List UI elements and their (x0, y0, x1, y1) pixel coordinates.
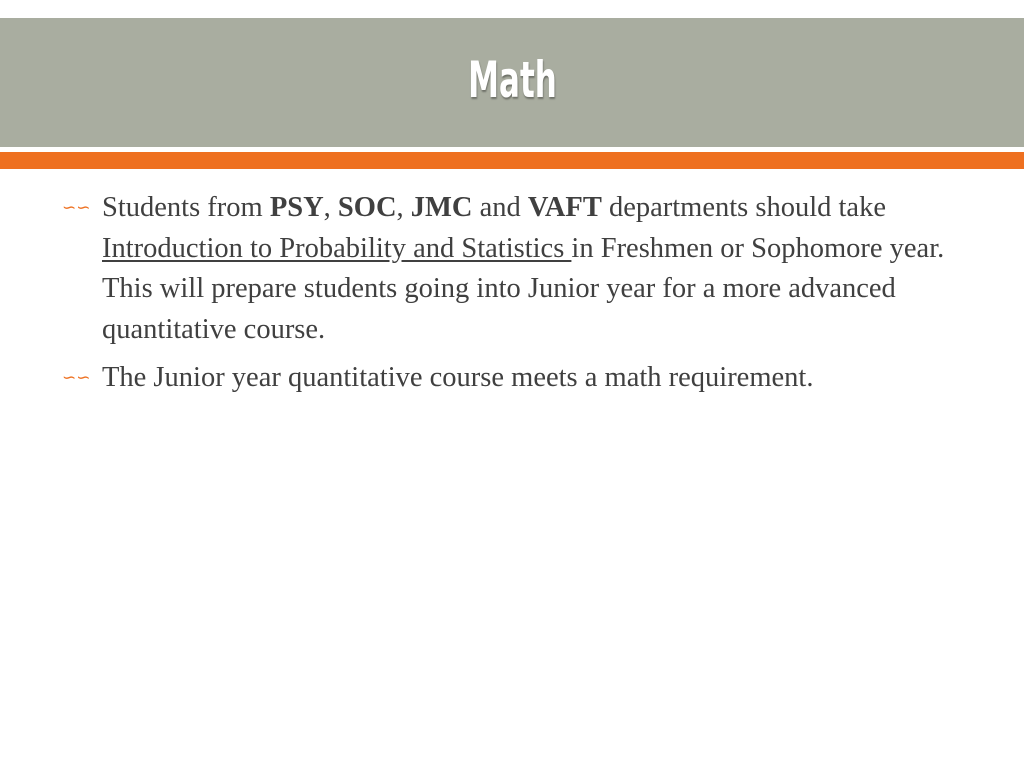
text-fragment: and (472, 192, 528, 223)
bullet-item-2 (60, 358, 980, 399)
curl-bullet-icon: ∽∽ (62, 198, 91, 217)
bullet-text-1 (102, 188, 980, 350)
bullet-text-2: The Junior year quantitative course meets a math requirement. (102, 362, 814, 393)
accent-divider (0, 152, 1024, 169)
bullet-item-1 (60, 188, 980, 350)
dept-soc: SOC (337, 192, 397, 223)
dept-vaft: VAFT (527, 192, 602, 223)
curl-bullet-icon: ∽∽ (62, 368, 91, 387)
course-link[interactable]: Introduction to Probability and Statistics (102, 232, 572, 264)
title-bar (0, 18, 1024, 147)
dept-jmc: JMC (410, 192, 473, 223)
dept-psy: PSY (269, 192, 324, 223)
separator: , (323, 192, 338, 223)
text-fragment: departments should take (601, 192, 886, 223)
text-fragment: in Freshmen or Sophomore year. This will prepare students going into Junior year for a more advanced quantitative course. (102, 232, 945, 345)
text-fragment: Students from (102, 192, 270, 223)
slide-content (60, 188, 980, 407)
slide-title: Math (467, 50, 557, 109)
separator: , (396, 192, 411, 223)
